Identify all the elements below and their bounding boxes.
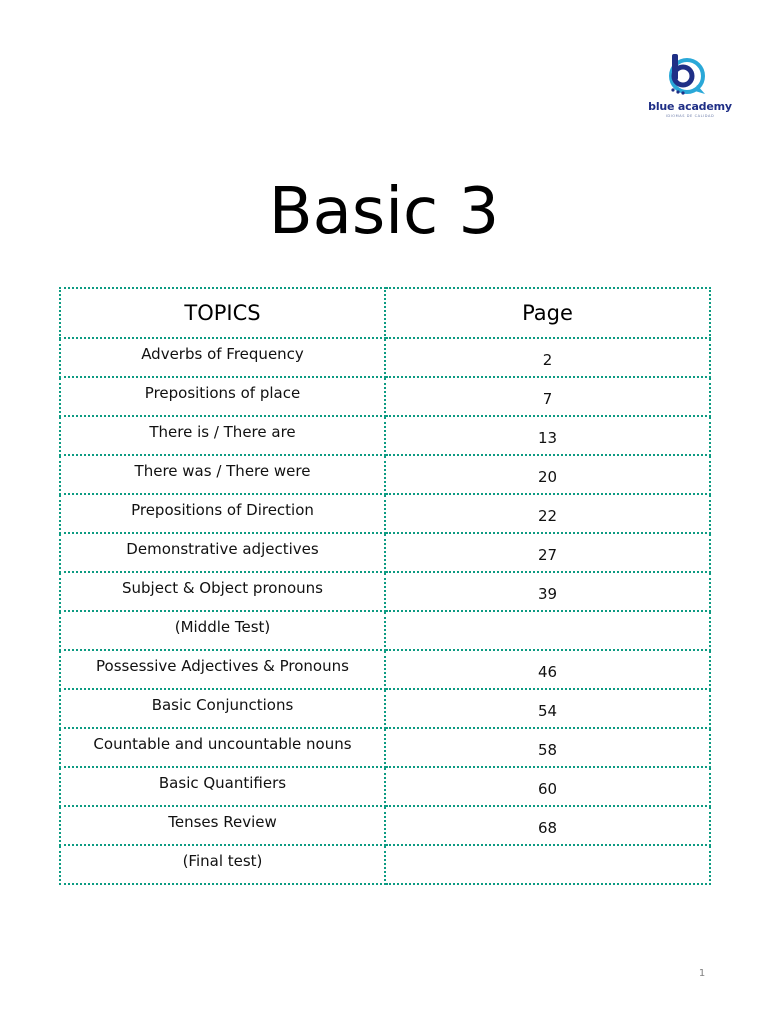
page-cell: 7	[385, 377, 710, 416]
page-cell: 20	[385, 455, 710, 494]
page-cell: 58	[385, 728, 710, 767]
page-cell: 46	[385, 650, 710, 689]
topic-cell: (Final test)	[60, 845, 385, 884]
table-row	[60, 533, 710, 572]
topics-table	[59, 287, 711, 885]
page-cell: 22	[385, 494, 710, 533]
brand-logo	[640, 52, 732, 118]
page-cell: 68	[385, 806, 710, 845]
topic-cell: Countable and uncountable nouns	[60, 728, 385, 767]
page-number: 1	[698, 968, 706, 979]
page-cell: 54	[385, 689, 710, 728]
topic-cell: Prepositions of place	[60, 377, 385, 416]
topic-cell: Possessive Adjectives & Pronouns	[60, 650, 385, 689]
topic-cell: Demonstrative adjectives	[60, 533, 385, 572]
table-row	[60, 845, 710, 884]
topic-cell: Basic Quantifiers	[60, 767, 385, 806]
topic-cell: Adverbs of Frequency	[60, 338, 385, 377]
table-row	[60, 806, 710, 845]
blue-academy-logo-icon	[664, 52, 708, 98]
page-cell: 2	[385, 338, 710, 377]
table-row	[60, 377, 710, 416]
page-column-header: Page	[385, 288, 710, 338]
topic-cell: Prepositions of Direction	[60, 494, 385, 533]
table-header-row	[60, 288, 710, 338]
topic-cell: Subject & Object pronouns	[60, 572, 385, 611]
topic-cell: Basic Conjunctions	[60, 689, 385, 728]
table-row	[60, 689, 710, 728]
table-row	[60, 611, 710, 650]
topic-cell: Tenses Review	[60, 806, 385, 845]
logo-wordmark: blue academy	[648, 100, 732, 113]
topic-cell: There is / There are	[60, 416, 385, 455]
topic-cell: There was / There were	[60, 455, 385, 494]
page-cell: 39	[385, 572, 710, 611]
topic-cell: (Middle Test)	[60, 611, 385, 650]
table-row	[60, 455, 710, 494]
table-body	[60, 338, 710, 884]
table-row	[60, 494, 710, 533]
table-row	[60, 416, 710, 455]
table-row	[60, 650, 710, 689]
page-cell: 60	[385, 767, 710, 806]
topics-column-header: TOPICS	[60, 288, 385, 338]
page-cell: 13	[385, 416, 710, 455]
page-title: Basic 3	[268, 175, 500, 249]
page-cell	[385, 845, 710, 884]
table-row	[60, 338, 710, 377]
table-row	[60, 728, 710, 767]
page-cell: 27	[385, 533, 710, 572]
page-cell	[385, 611, 710, 650]
table-row	[60, 767, 710, 806]
logo-tagline: IDIOMAS DE CALIDAD	[665, 114, 715, 118]
table-row	[60, 572, 710, 611]
